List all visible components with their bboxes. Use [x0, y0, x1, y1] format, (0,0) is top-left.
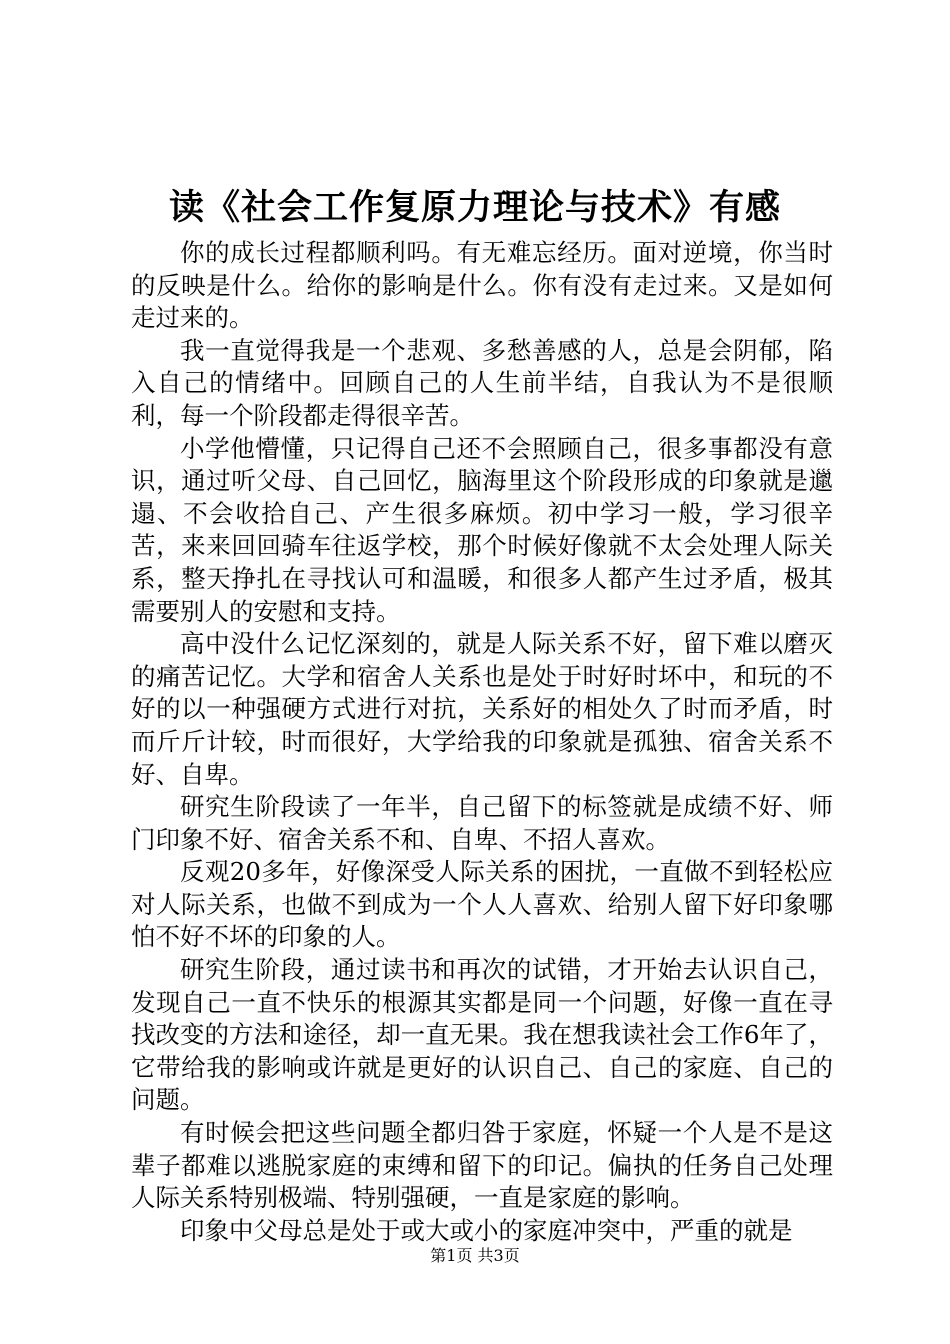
paragraph-7: 研究生阶段，通过读书和再次的试错，才开始去认识自己，发现自己一直不快乐的根源其实都是同一个问题，好像一直在寻找改变的方法和途径，却一直无果。我在想我读社会工作6年了，它带给我的影响或许就是更好的认识自己、自己的家庭、自己的问题。	[131, 955, 833, 1115]
paragraph-4: 高中没什么记忆深刻的，就是人际关系不好，留下难以磨灭的痛苦记忆。大学和宿舍人关系也是处于时好时坏中，和玩的不好的以一种强硬方式进行对抗，关系好的相处久了时而矛盾，时而斤斤计较，时而很好，大学给我的印象就是孤独、宿舍关系不好、自卑。	[131, 629, 833, 789]
document-title: 读《社会工作复原力理论与技术》有感	[168, 187, 781, 228]
paragraph-8: 有时候会把这些问题全都归咎于家庭，怀疑一个人是不是这辈子都难以逃脱家庭的束缚和留下的印记。偏执的任务自己处理人际关系特别极端、特别强硬，一直是家庭的影响。	[131, 1118, 833, 1213]
document-body	[131, 237, 833, 1247]
paragraph-3: 小学他懵懂，只记得自己还不会照顾自己，很多事都没有意识，通过听父母、自己回忆，脑海里这个阶段形成的印象就是邋遢、不会收拾自己、产生很多麻烦。初中学习一般，学习很辛苦，来来回回骑车往返学校，那个时候好像就不太会处理人际关系，整天挣扎在寻找认可和温暖，和很多人都产生过矛盾，极其需要别人的安慰和支持。	[131, 433, 833, 626]
paragraph-1: 你的成长过程都顺利吗。有无难忘经历。面对逆境，你当时的反映是什么。给你的影响是什么。你有没有走过来。又是如何走过来的。	[131, 238, 833, 333]
paragraph-5: 研究生阶段读了一年半，自己留下的标签就是成绩不好、师门印象不好、宿舍关系不和、自卑、不招人喜欢。	[131, 792, 833, 854]
paragraph-9: 印象中父母总是处于或大或小的家庭冲突中，严重的就是	[180, 1215, 793, 1245]
paragraph-2: 我一直觉得我是一个悲观、多愁善感的人，总是会阴郁，陷入自己的情绪中。回顾自己的人生前半结，自我认为不是很顺利，每一个阶段都走得很辛苦。	[131, 335, 833, 430]
paragraph-6: 反观20多年，好像深受人际关系的困扰，一直做不到轻松应对人际关系，也做不到成为一个人人喜欢、给别人留下好印象哪怕不好不坏的印象的人。	[131, 857, 833, 952]
page-footer: 第1页 共3页	[430, 1246, 520, 1265]
